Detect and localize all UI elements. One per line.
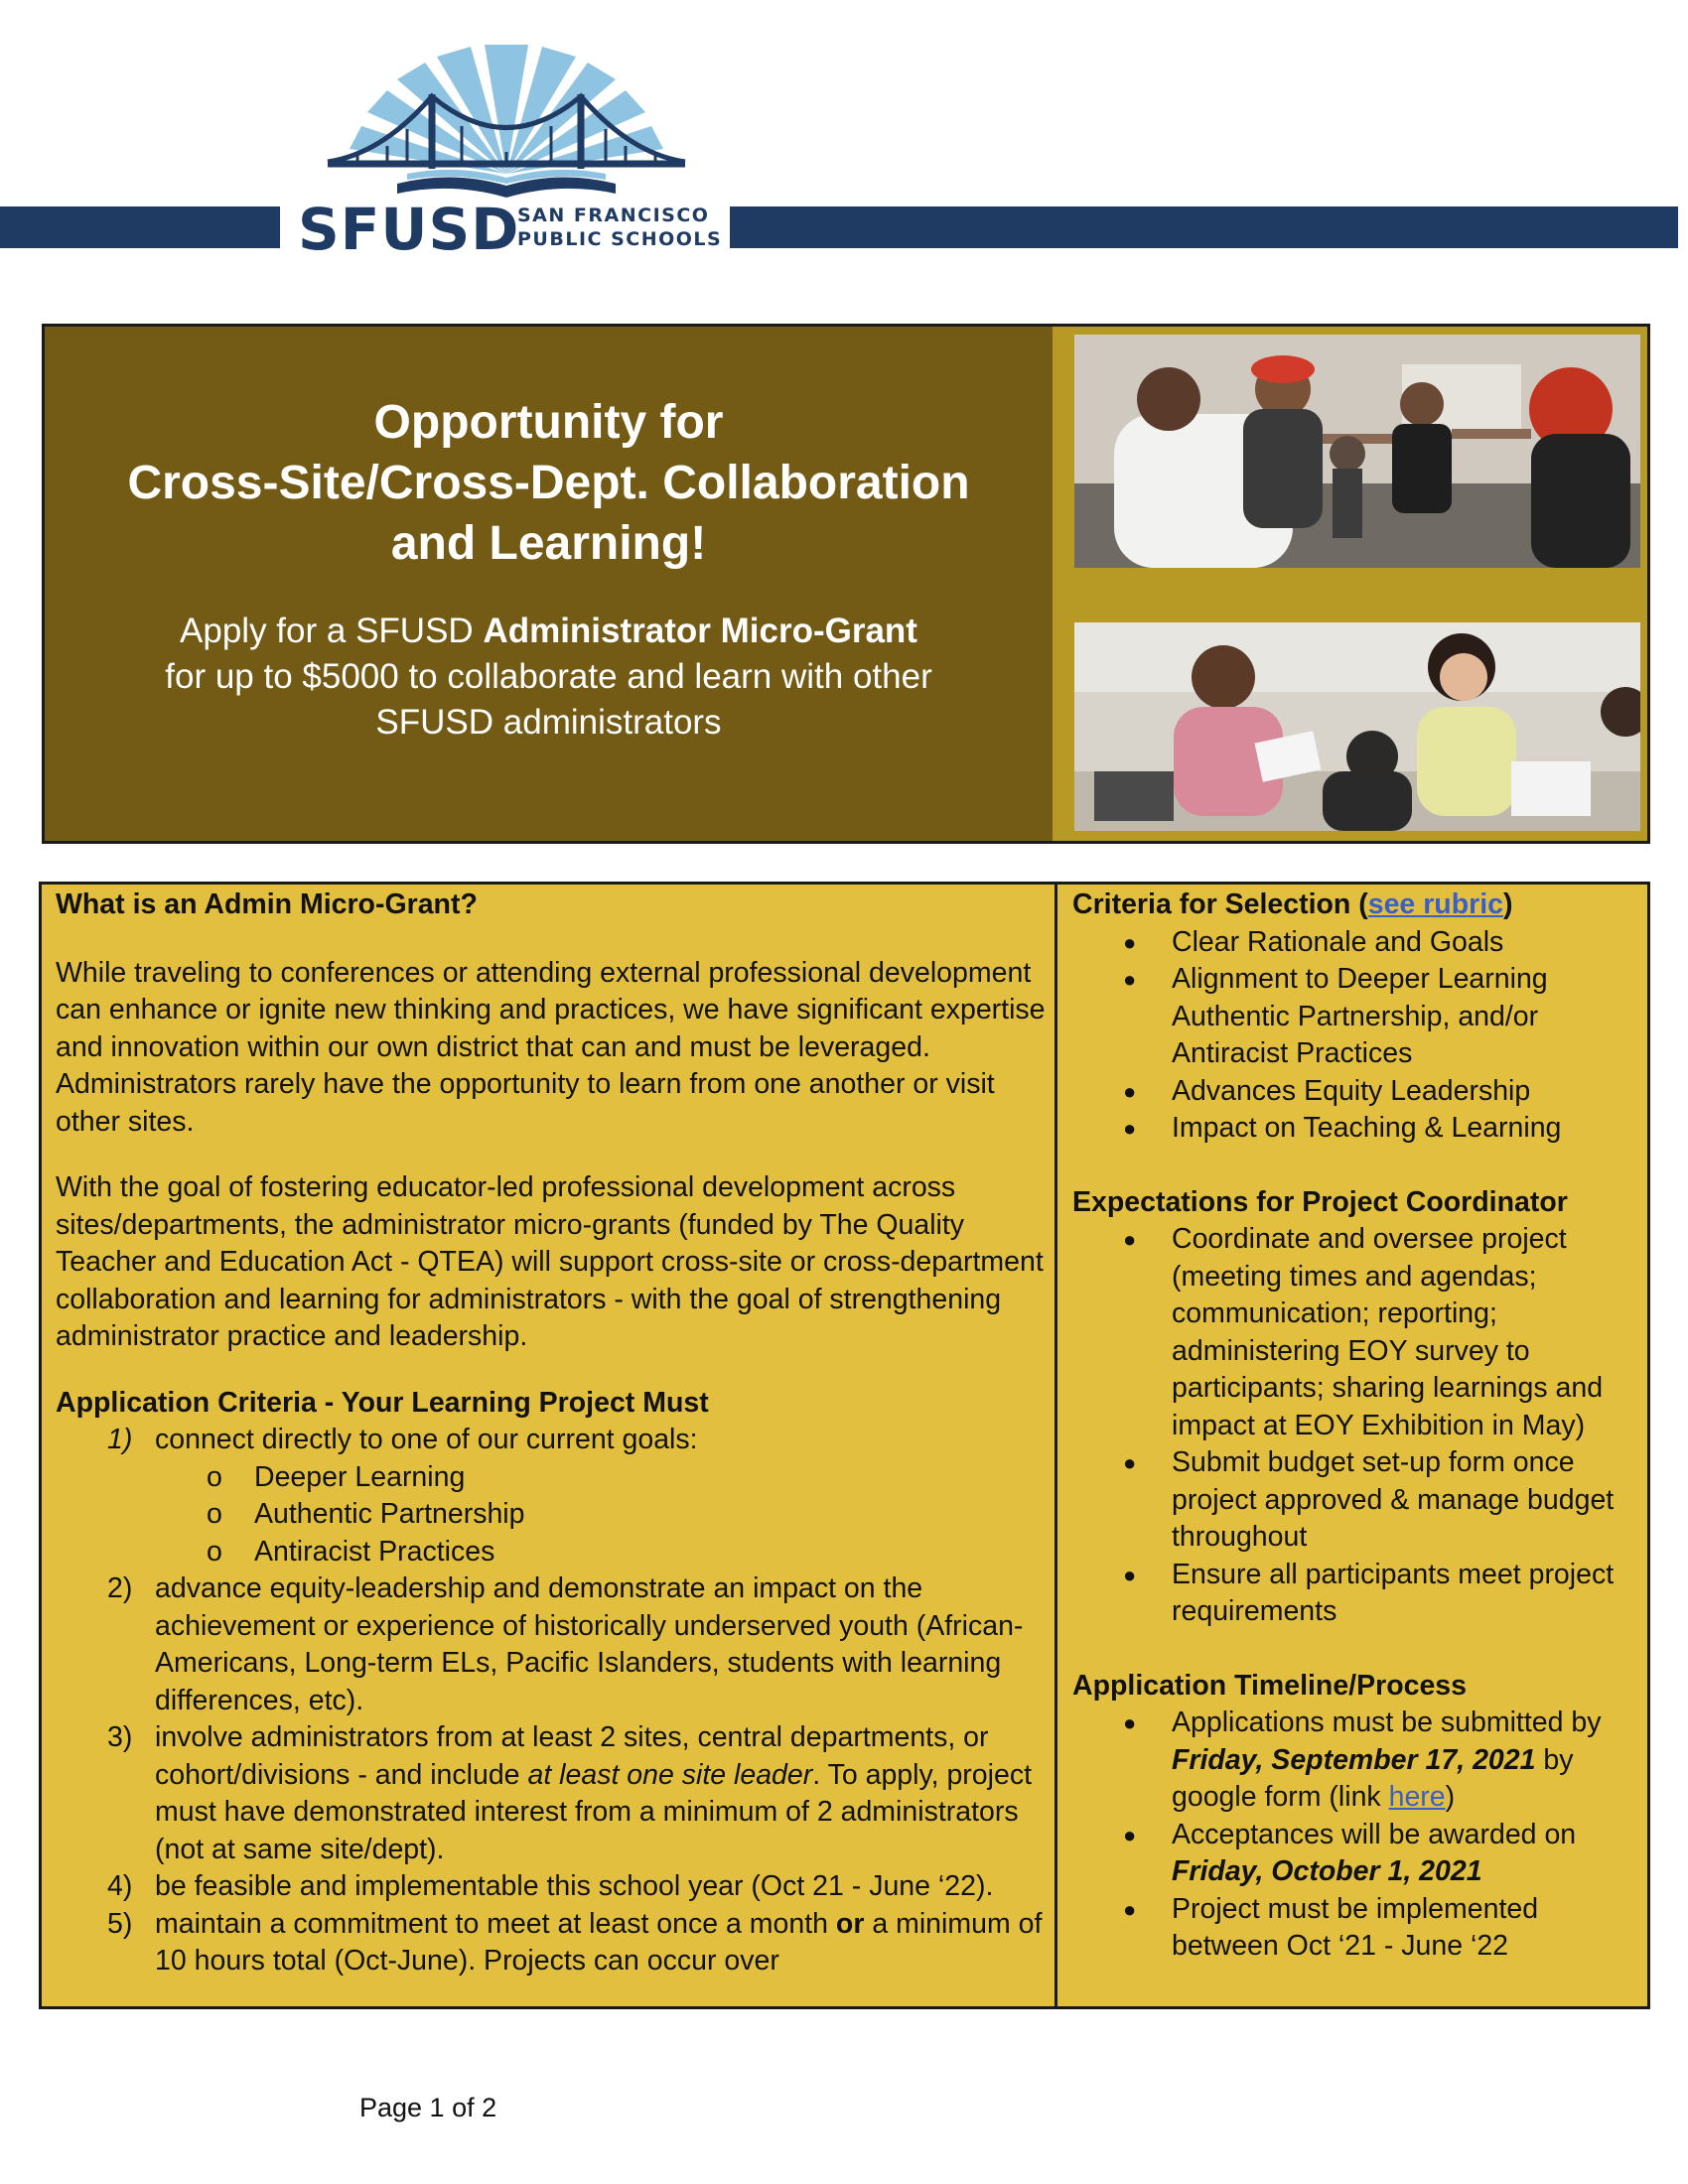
goal-text: Deeper Learning [254, 1460, 466, 1493]
selection-item: ● Alignment to Deeper Learning Authentic Partnership, and/or Antiracist Practices [1072, 961, 1648, 1073]
criteria-text: a minimum of 10 hours total (Oct-June). Projects can occur over [155, 1907, 1043, 1977]
selection-heading [1072, 887, 1648, 924]
hero-title [45, 392, 1053, 574]
goals-list [56, 1459, 1049, 1571]
photo-group-activity-image [1074, 335, 1640, 568]
goal-item [56, 1496, 1049, 1534]
timeline-text: Applications must be submitted by [1172, 1706, 1602, 1738]
hero-sub-prefix: Apply for a SFUSD [180, 612, 484, 650]
header-band-left [0, 206, 280, 248]
hero-title-line3: and Learning! [390, 517, 707, 570]
intro-paragraph: While traveling to conferences or attending external professional development can enhance or ignite new thinking and practices, we have significant expertise and innovation within our own district that can and must be leveraged. Administrators rarely have the opportunity to learn from one another or visit other sites. [56, 956, 1046, 1138]
criteria-item [56, 1719, 1049, 1868]
criteria-list [56, 1422, 1049, 1459]
right-column [1072, 885, 1648, 1966]
selection-item: ● Impact on Teaching & Learning [1072, 1110, 1648, 1148]
hero-sub-bold: Administrator Micro-Grant [483, 612, 917, 650]
page-number: Page 1 of 2 [359, 2093, 497, 2122]
hero-text-panel [45, 327, 1053, 841]
selection-list [1072, 924, 1648, 1148]
timeline-list [1072, 1705, 1648, 1966]
criteria-marker: 5) [107, 1907, 133, 1940]
coordinator-list [1072, 1221, 1648, 1631]
goal-item [56, 1459, 1049, 1497]
goal-text: Authentic Partnership [254, 1498, 525, 1530]
hero-sub-line3: SFUSD administrators [375, 703, 722, 742]
criteria-text: . To apply, project must have demonstrated interest from a minimum of 2 administrators (not at same site/dept). [155, 1758, 1032, 1865]
criteria-text: connect directly to one of our current goals: [155, 1424, 698, 1455]
timeline-item [1072, 1817, 1648, 1891]
criteria-list-continued [56, 1570, 1049, 1980]
criteria-heading: Application Criteria - Your Learning Project Must [56, 1386, 709, 1419]
criteria-text: involve administrators from at least 2 sites, central departments, or cohort/divisions - and include [155, 1721, 989, 1791]
timeline-text: Acceptances will be awarded on [1172, 1818, 1577, 1850]
timeline-item [1072, 1705, 1648, 1817]
selection-item: ● Advances Equity Leadership [1072, 1073, 1648, 1111]
hero-subtitle [45, 609, 1053, 746]
timeline-text: ) [1445, 1781, 1456, 1813]
criteria-text: maintain a commitment to meet at least once a month [155, 1907, 836, 1940]
google-form-link[interactable]: here [1388, 1781, 1446, 1813]
coordinator-item: ● Submit budget set-up form once project approved & manage budget throughout [1072, 1444, 1648, 1557]
photo-team-discussion [1074, 622, 1640, 831]
timeline-item: ● Project must be implemented between Oct ‘21 - June ‘22 [1072, 1891, 1648, 1966]
criteria-marker: 4) [107, 1870, 133, 1902]
photo-group-activity [1074, 335, 1640, 568]
goal-marker: o [207, 1498, 222, 1530]
criteria-marker: 2) [107, 1572, 133, 1604]
criteria-text: advance equity-leadership and demonstrate an impact on the achievement or experience of historically underserved youth (African-Americans, Long-term ELs, Pacific Islanders, students with learning differences, etc). [155, 1572, 1024, 1716]
hero-banner [42, 324, 1650, 844]
criteria-item [56, 1422, 1049, 1459]
selection-heading-close: ) [1502, 888, 1513, 920]
see-rubric-link[interactable]: see rubric [1367, 888, 1503, 920]
criteria-item [56, 1570, 1049, 1719]
criteria-marker: 1) [107, 1424, 133, 1455]
criteria-text-bold: or [835, 1907, 865, 1940]
coordinator-heading: Expectations for Project Coordinator [1072, 1185, 1568, 1218]
logo-subtitle-line1: SAN FRANCISCO [517, 205, 710, 226]
header-band-right [730, 206, 1678, 248]
logo-subtitle-line2: PUBLIC SCHOOLS [517, 228, 723, 250]
logo-wordmark: SFUSD [298, 196, 520, 263]
hero-sub-line2: for up to $5000 to collaborate and learn with other [165, 657, 932, 696]
left-column [56, 885, 1049, 1980]
left-heading: What is an Admin Micro-Grant? [56, 888, 478, 920]
timeline-heading: Application Timeline/Process [1072, 1669, 1468, 1702]
goal-marker: o [207, 1535, 222, 1568]
photo-team-discussion-image [1074, 622, 1640, 831]
criteria-item [56, 1906, 1049, 1980]
criteria-text-italic: at least one site leader [527, 1758, 813, 1791]
criteria-text: be feasible and implementable this school year (Oct 21 - June ‘22). [155, 1870, 994, 1902]
info-table [39, 882, 1650, 2009]
goal-text: Antiracist Practices [254, 1535, 495, 1568]
acceptance-date: Friday, October 1, 2021 [1172, 1855, 1482, 1887]
goal-item [56, 1534, 1049, 1571]
selection-heading-text: Criteria for Selection ( [1072, 888, 1368, 920]
coordinator-item: ● Coordinate and oversee project (meeting times and agendas; communication; reporting; administering EOY survey to participants; sharing learnings and impact at EOY Exhibition in May) [1072, 1221, 1648, 1444]
selection-item: ● Clear Rationale and Goals [1072, 924, 1648, 962]
column-divider [1055, 885, 1057, 2006]
coordinator-item: ● Ensure all participants meet project requirements [1072, 1557, 1648, 1631]
criteria-marker: 3) [107, 1721, 133, 1753]
goal-paragraph: With the goal of fostering educator-led professional development across sites/departments, the administrator micro-grants (funded by The Quality Teacher and Education Act - QTEA) will support cross-site or cross-department collaboration and learning for administrators - with the goal of strengthening administrator practice and leadership. [56, 1171, 1044, 1352]
criteria-item [56, 1868, 1049, 1906]
logo-subtitle [517, 204, 722, 251]
goal-marker: o [207, 1460, 222, 1493]
hero-title-line1: Opportunity for [373, 396, 724, 449]
submission-date: Friday, September 17, 2021 [1172, 1743, 1536, 1776]
hero-title-line2: Cross-Site/Cross-Dept. Collaboration [127, 457, 970, 509]
timeline-text: by google form (link [1172, 1743, 1574, 1813]
